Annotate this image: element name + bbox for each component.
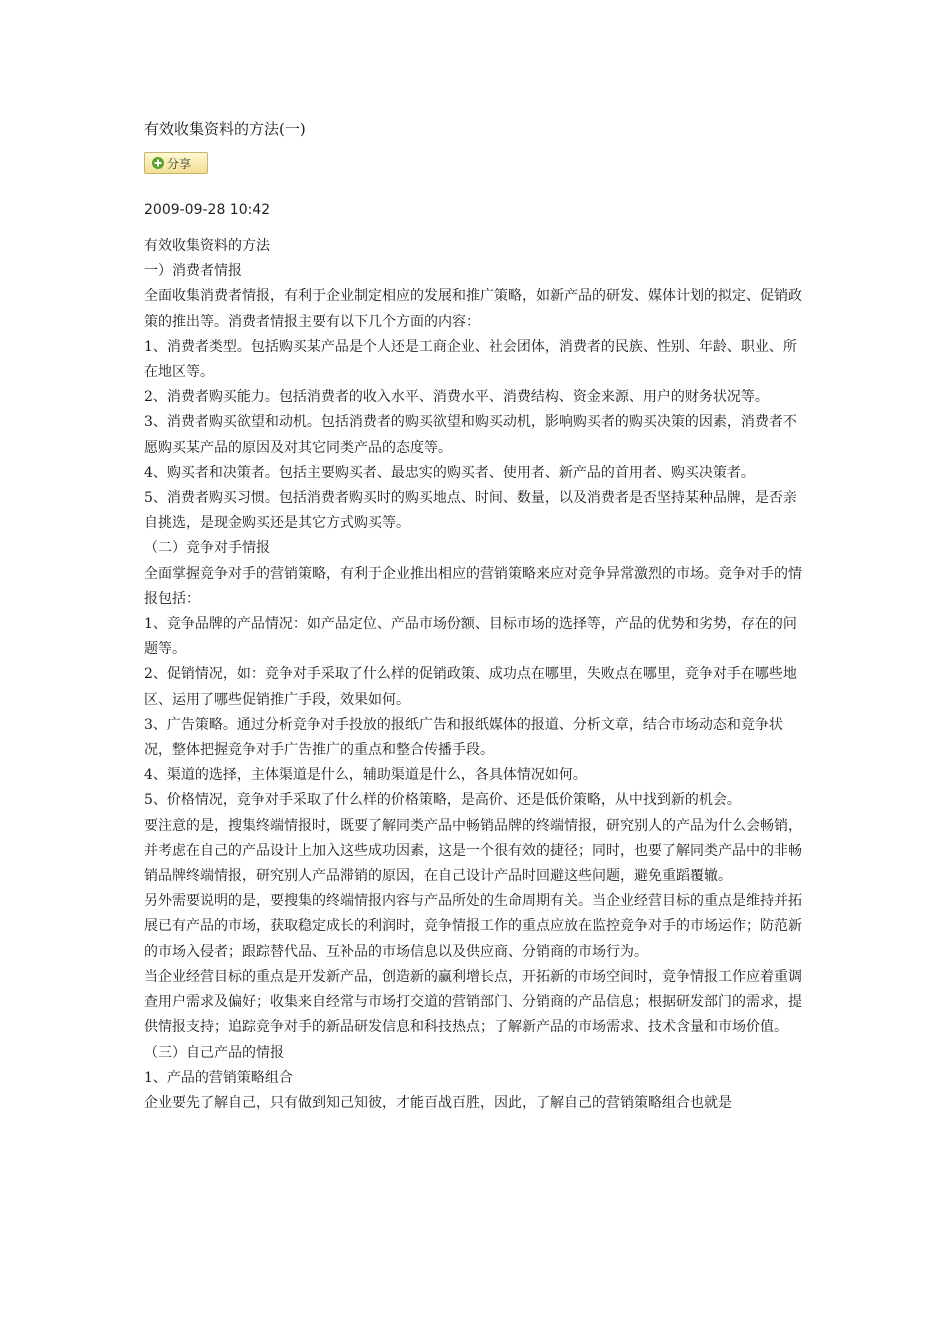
- paragraph: 要注意的是，搜集终端情报时，既要了解同类产品中畅销品牌的终端情报，研究别人的产品为什么会畅销，并考虑在自己的产品设计上加入这些成功因素，这是一个很有效的捷径；同时，也要了解同类产品中的非畅销品牌终端情报，研究别人产品滞销的原因，在自己设计产品时回避这些问题，避免重蹈覆辙。: [144, 817, 802, 885]
- page-title: 有效收集资料的方法(一): [144, 120, 306, 138]
- plus-icon: [152, 157, 164, 169]
- paragraph: 1、竞争品牌的产品情况：如产品定位、产品市场份额、目标市场的选择等，产品的优势和劣势，存在的问题等。: [144, 616, 797, 658]
- paragraph: 当企业经营目标的重点是开发新产品，创造新的赢利增长点，开拓新的市场空间时，竞争情报工作应着重调查用户需求及偏好；收集来自经常与市场打交道的营销部门、分销商的产品信息；根据研发部门的需求，提供情报支持；追踪竞争对手的新品研发信息和科技热点；了解新产品的市场需求、技术含量和市场价值。: [144, 968, 802, 1036]
- paragraph: 5、价格情况，竞争对手采取了什么样的价格策略，是高价、还是低价策略，从中找到新的机会。: [144, 792, 741, 809]
- article: [144, 118, 808, 1116]
- paragraph: 有效收集资料的方法: [144, 238, 270, 254]
- paragraph: （二）竞争对手情报: [144, 540, 270, 557]
- share-button-label: 分享: [167, 156, 192, 171]
- share-button[interactable]: [144, 152, 208, 174]
- paragraph: 全面掌握竞争对手的营销策略，有利于企业推出相应的营销策略来应对竞争异常激烈的市场。竞争对手的情报包括：: [144, 565, 802, 607]
- article-body: [144, 234, 808, 1116]
- paragraph: 1、消费者类型。包括购买某产品是个人还是工商企业、社会团体，消费者的民族、性别、年龄、职业、所在地区等。: [144, 338, 797, 381]
- paragraph: 1、产品的营销策略组合: [144, 1069, 293, 1086]
- paragraph: 4、渠道的选择，主体渠道是什么，辅助渠道是什么，各具体情况如何。: [144, 767, 587, 784]
- paragraph: 3、广告策略。通过分析竞争对手投放的报纸广告和报纸媒体的报道、分析文章，结合市场动态和竞争状况，整体把握竞争对手广告推广的重点和整合传播手段。: [144, 716, 783, 759]
- paragraph: （三）自己产品的情报: [144, 1044, 284, 1061]
- post-date: 2009-09-28 10:42: [144, 202, 271, 218]
- paragraph: 2、消费者购买能力。包括消费者的收入水平、消费水平、消费结构、资金来源、用户的财务状况等。: [144, 389, 769, 406]
- paragraph: 2、促销情况，如：竞争对手采取了什么样的促销政策、成功点在哪里，失败点在哪里，竞争对手在哪些地区、运用了哪些促销推广手段，效果如何。: [144, 666, 797, 708]
- paragraph: 3、消费者购买欲望和动机。包括消费者的购买欲望和购买动机，影响购买者的购买决策的因素，消费者不愿购买某产品的原因及对其它同类产品的态度等。: [144, 414, 797, 456]
- paragraph: 4、购买者和决策者。包括主要购买者、最忠实的购买者、使用者、新产品的首用者、购买决策者。: [144, 464, 755, 481]
- paragraph: 另外需要说明的是，要搜集的终端情报内容与产品所处的生命周期有关。当企业经营目标的重点是维持并拓展已有产品的市场，获取稳定成长的利润时，竞争情报工作的重点应放在监控竞争对手的市场运作；防范新的市场入侵者；跟踪替代品、互补品的市场信息以及供应商、分销商的市场行为。: [144, 893, 802, 960]
- paragraph: 一）消费者情报: [144, 263, 242, 280]
- paragraph: 企业要先了解自己，只有做到知己知彼，才能百战百胜，因此，了解自己的营销策略组合也就是: [144, 1094, 732, 1111]
- paragraph: 5、消费者购买习惯。包括消费者购买时的购买地点、时间、数量，以及消费者是否坚持某种品牌，是否亲自挑选，是现金购买还是其它方式购买等。: [144, 490, 797, 532]
- paragraph: 全面收集消费者情报，有利于企业制定相应的发展和推广策略，如新产品的研发、媒体计划的拟定、促销政策的推出等。消费者情报主要有以下几个方面的内容：: [144, 288, 802, 330]
